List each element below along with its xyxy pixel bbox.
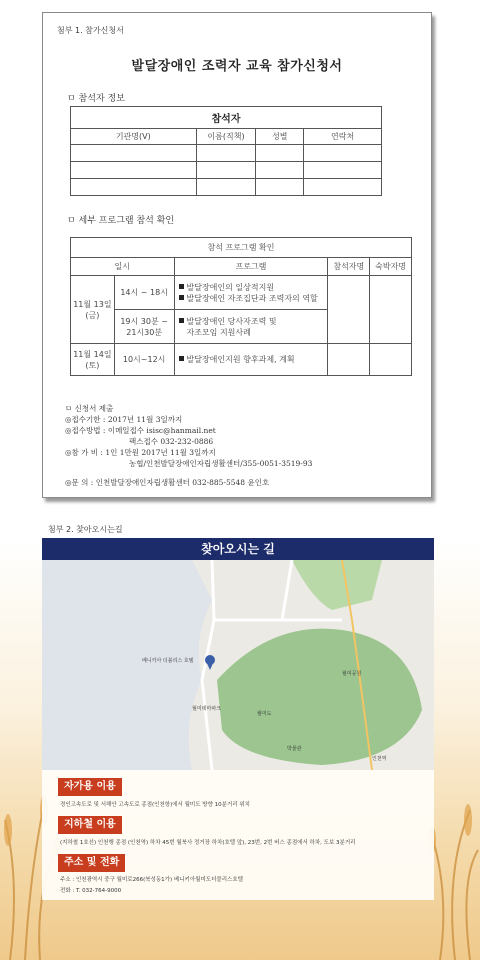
phone: 전화 : T. 032-764-9000 bbox=[60, 888, 122, 894]
header-lodger: 숙박자명 bbox=[370, 258, 412, 276]
participant-cell[interactable] bbox=[196, 179, 256, 196]
participant-cell[interactable] bbox=[256, 145, 304, 162]
bullet-square-icon bbox=[179, 295, 184, 300]
day2-time: 10시~12시 bbox=[114, 344, 174, 376]
header-program: 프로그램 bbox=[174, 258, 328, 276]
bullet-square-icon bbox=[179, 284, 184, 289]
section-participant-info: ㅁ 참석자 정보 bbox=[67, 94, 125, 104]
header-attendee: 참석자명 bbox=[328, 258, 370, 276]
submission-info bbox=[65, 403, 312, 488]
car-heading: 자가용 이용 bbox=[58, 778, 122, 796]
bullet-square-icon bbox=[179, 356, 184, 361]
header-datetime: 일시 bbox=[71, 258, 175, 276]
program-table bbox=[70, 237, 412, 376]
address: 주소 : 인천광역시 중구 월미로266(북성동1가) 베니키아월미도더블리스호텔 bbox=[60, 877, 243, 883]
participant-cell[interactable] bbox=[304, 162, 382, 179]
method-fax: 팩스접수 032-232-0886 bbox=[129, 437, 214, 446]
header-org: 기관명(V) bbox=[71, 129, 197, 145]
map-label-station: 인천역 bbox=[372, 756, 387, 762]
deadline: ◎접수기한 : 2017년 11월 3일까지 bbox=[65, 415, 183, 424]
header-contact: 연락처 bbox=[304, 129, 382, 145]
bullet-square-icon bbox=[179, 318, 184, 323]
fee: ◎참 가 비 : 1인 1만원 2017년 11월 3일까지 bbox=[65, 448, 216, 457]
map-label-museum: 박물관 bbox=[287, 746, 302, 752]
attachment2-label: 첨부 2. 찾아오시는길 bbox=[48, 525, 123, 534]
map-graphic bbox=[42, 560, 434, 770]
header-gender: 성별 bbox=[256, 129, 304, 145]
day1-slot1-programs: 발달장애인의 일상적지원 발달장애인 자조집단과 조력자의 역할 bbox=[174, 276, 328, 310]
participant-cell[interactable] bbox=[71, 145, 197, 162]
participant-cell[interactable] bbox=[71, 162, 197, 179]
participant-table bbox=[70, 106, 382, 196]
map-label-hotel: 베니키아 더블리스 호텔 bbox=[142, 658, 194, 664]
participant-cell[interactable] bbox=[256, 179, 304, 196]
subway-heading: 지하철 이용 bbox=[58, 816, 122, 834]
form-title: 발달장애인 조력자 교육 참가신청서 bbox=[131, 59, 343, 74]
day1-slot1-time: 14시 ~ 18시 bbox=[114, 276, 174, 310]
attachment-label: 첨부 1. 참가신청서 bbox=[57, 26, 124, 35]
participant-cell[interactable] bbox=[304, 179, 382, 196]
map-label-themepark: 월미테마파크 bbox=[192, 706, 221, 712]
address-heading: 주소 및 전화 bbox=[58, 854, 125, 872]
bank-account: 농협/인천발달장애인자립생활센터/355-0051-3519-93 bbox=[129, 459, 313, 468]
contact: ◎문 의 : 인천발달장애인자립생활센터 032-885-5548 윤인호 bbox=[65, 478, 270, 487]
program-table-caption: 참석 프로그램 확인 bbox=[71, 238, 412, 258]
participant-cell[interactable] bbox=[256, 162, 304, 179]
day2-date: 11월 14일 (토) bbox=[71, 344, 115, 376]
car-directions: 경인고속도로 및 서해안 고속도로 종점(인천항)에서 월미도 방향 10분거리 위치 bbox=[60, 802, 250, 808]
submit-head: ㅁ 신청서 제출 bbox=[65, 404, 114, 413]
attendee-cell[interactable] bbox=[328, 276, 370, 344]
participant-table-caption: 참석자 bbox=[71, 107, 382, 129]
location-map[interactable] bbox=[42, 560, 434, 770]
day1-date: 11월 13일 (금) bbox=[71, 276, 115, 344]
lodger-cell[interactable] bbox=[370, 276, 412, 344]
section-program-check: ㅁ 세부 프로그램 참석 확인 bbox=[67, 216, 175, 226]
lodger-cell[interactable] bbox=[370, 344, 412, 376]
map-label-wolmido: 월미도 bbox=[257, 711, 272, 717]
participant-cell[interactable] bbox=[304, 145, 382, 162]
day1-slot2-time: 19시 30분 ~ 21시30분 bbox=[114, 310, 174, 344]
day2-programs: 발달장애인지원 향후과제, 계획 bbox=[174, 344, 328, 376]
map-label-park: 월미공원 bbox=[342, 671, 362, 677]
participant-cell[interactable] bbox=[71, 179, 197, 196]
participant-cell[interactable] bbox=[196, 162, 256, 179]
attendee-cell[interactable] bbox=[328, 344, 370, 376]
participant-cell[interactable] bbox=[196, 145, 256, 162]
method-email: ◎접수방법 : 이메일접수 isisc@hanmail.net bbox=[65, 426, 216, 435]
day1-slot2-programs: 발달장애인 당사자조력 및 자조모임 지원사례 bbox=[174, 310, 328, 344]
directions-header: 찾아오시는 길 bbox=[42, 538, 434, 560]
header-name: 이름(직책) bbox=[196, 129, 256, 145]
application-form bbox=[42, 12, 432, 498]
subway-directions: (지하철 1호선) 인천행 종점 (인천역) 하차 45번 월북사 정거장 하차(호텔 앞), 23번, 2번 버스 종점에서 하차, 도보 3분거리 bbox=[60, 840, 356, 846]
